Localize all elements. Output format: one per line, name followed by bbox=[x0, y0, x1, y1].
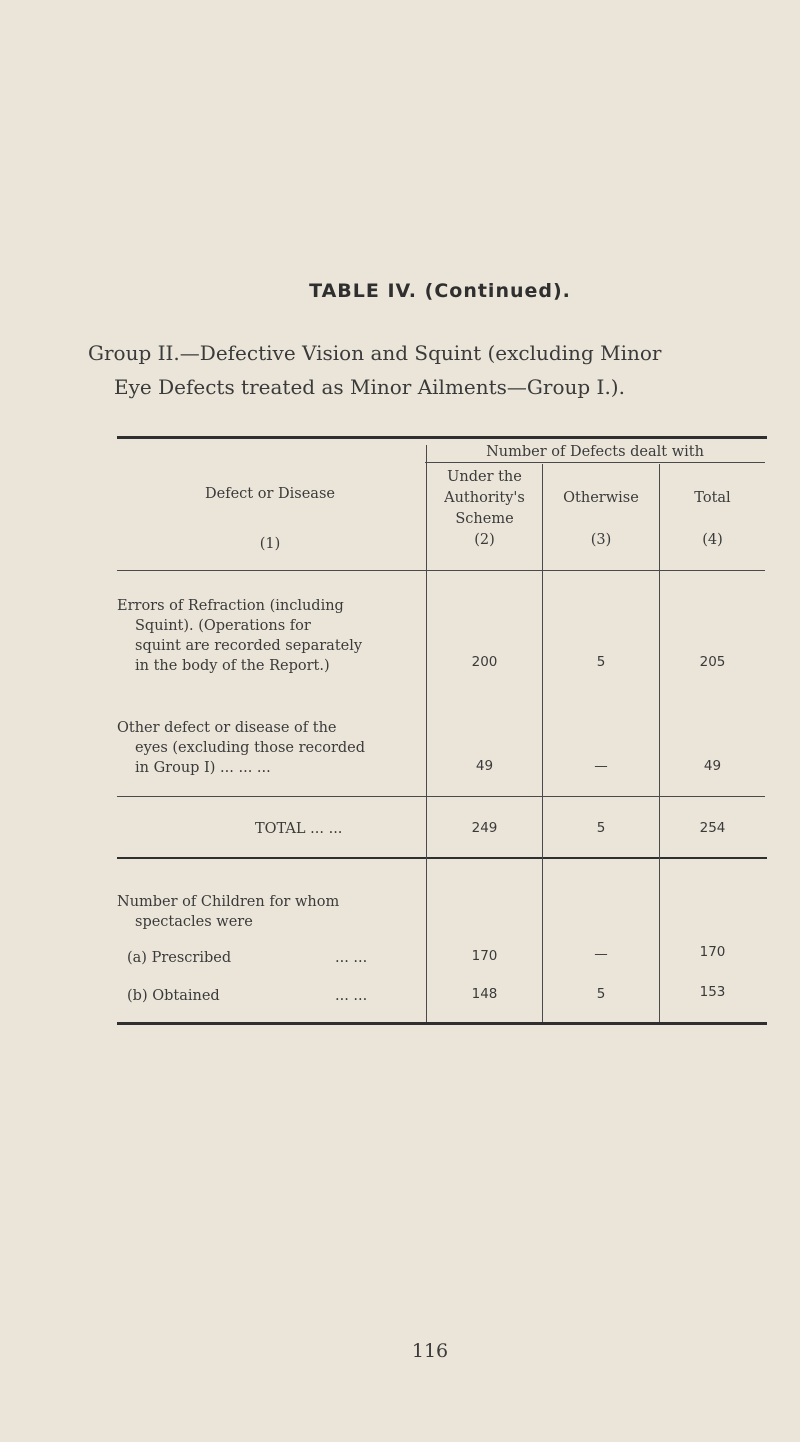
obtained-dots: ... ... bbox=[335, 988, 368, 1004]
total-bottom-rule bbox=[117, 857, 767, 859]
table-subtitle bbox=[88, 336, 778, 404]
table-cell: 5 bbox=[596, 654, 606, 670]
column-header-total: Total bbox=[694, 490, 731, 506]
prescribed-cell-total: 170 bbox=[699, 944, 726, 960]
row2-line-2: eyes (excluding those recorded bbox=[135, 740, 366, 756]
table-cell: 200 bbox=[471, 654, 498, 670]
scheme-header-line-1: Under the bbox=[447, 469, 522, 485]
obtained-cell-scheme: 148 bbox=[471, 986, 498, 1002]
spectacles-label bbox=[117, 892, 419, 932]
column-header-scheme bbox=[427, 467, 542, 551]
scheme-header-line-3: Scheme bbox=[455, 511, 514, 527]
column-header-defect: Defect or Disease bbox=[205, 486, 335, 502]
column-header-otherwise: Otherwise bbox=[563, 490, 639, 506]
spectacles-line-1: Number of Children for whom bbox=[117, 894, 340, 910]
prescribed-cell-otherwise: — bbox=[594, 946, 608, 962]
prescribed-dots: ... ... bbox=[335, 950, 368, 966]
total-cell-otherwise: 5 bbox=[596, 820, 606, 836]
subtitle-line-2: Eye Defects treated as Minor Ailments—Group I.). bbox=[114, 375, 625, 399]
total-cell-scheme: 249 bbox=[471, 820, 498, 836]
table-top-rule bbox=[117, 436, 767, 439]
column-number-2: (2) bbox=[474, 532, 495, 548]
obtained-label: (b) Obtained bbox=[127, 988, 220, 1004]
obtained-cell-total: 153 bbox=[699, 984, 726, 1000]
group-header: Number of Defects dealt with bbox=[486, 444, 704, 460]
table-cell: 49 bbox=[475, 758, 494, 774]
scheme-header-line-2: Authority's bbox=[444, 490, 525, 506]
total-cell-total: 254 bbox=[699, 820, 726, 836]
row2-line-1: Other defect or disease of the bbox=[117, 720, 337, 736]
prescribed-label: (a) Prescribed bbox=[127, 950, 232, 966]
total-top-rule bbox=[117, 796, 765, 797]
table-bottom-rule bbox=[117, 1022, 767, 1025]
page-title: TABLE IV. (Continued). bbox=[309, 280, 571, 302]
row1-line-2: Squint). (Operations for bbox=[135, 618, 311, 634]
table-row-label bbox=[117, 596, 419, 676]
column-number-1: (1) bbox=[259, 536, 281, 552]
row1-line-3: squint are recorded separately bbox=[135, 638, 363, 654]
total-row-label: TOTAL ... ... bbox=[255, 821, 343, 837]
table-row-label bbox=[117, 718, 419, 778]
column-number-3: (3) bbox=[590, 532, 612, 548]
table-cell: — bbox=[594, 758, 608, 774]
subtitle-line-1: Group II.—Defective Vision and Squint (excluding Minor bbox=[88, 341, 662, 365]
prescribed-cell-scheme: 170 bbox=[471, 948, 498, 964]
row1-line-4: in the body of the Report.) bbox=[135, 658, 330, 674]
table-cell: 205 bbox=[699, 654, 726, 670]
obtained-cell-otherwise: 5 bbox=[596, 986, 606, 1002]
row1-line-1: Errors of Refraction (including bbox=[117, 598, 344, 614]
spectacles-line-2: spectacles were bbox=[135, 914, 253, 930]
header-bottom-rule bbox=[117, 570, 765, 571]
page-number: 116 bbox=[411, 1340, 449, 1362]
table-cell: 49 bbox=[703, 758, 722, 774]
column-number-4: (4) bbox=[702, 532, 723, 548]
row2-line-3: in Group I) ... ... ... bbox=[135, 760, 271, 776]
